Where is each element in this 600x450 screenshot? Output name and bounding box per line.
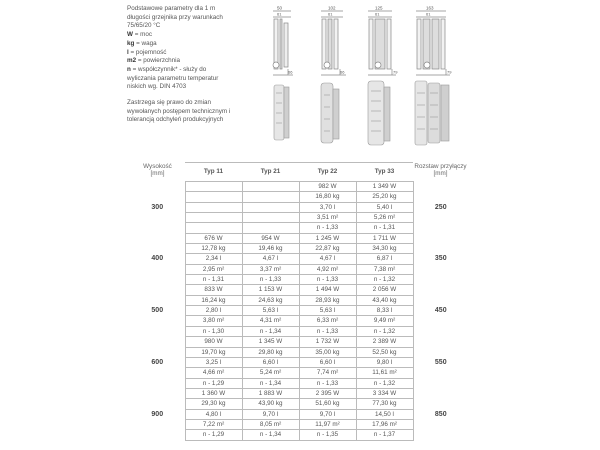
value-cell: n - 1,34 (242, 326, 299, 336)
value-cell: 2 389 W (356, 337, 413, 347)
legend-note-3: tolerancją odchyleń produkcyjnych (127, 116, 224, 124)
legend-intro-1: Podstawowe parametry dla 1 m (127, 5, 216, 12)
height-cell: 300 (151, 203, 164, 211)
value-cell: n - 1,34 (242, 378, 299, 388)
value-cell: n - 1,31 (185, 275, 242, 285)
value-cell (185, 182, 242, 192)
value-cell: 51,60 kg (299, 399, 356, 409)
value-cell: 8,33 l (356, 306, 413, 316)
value-cell (185, 213, 242, 223)
value-cell: 1 711 W (356, 233, 413, 243)
value-cell: 4,31 m² (242, 316, 299, 326)
legend (127, 5, 267, 125)
value-cell: 3,51 m² (299, 213, 356, 223)
legend-note-2: wywołanych postępem technicznym i (127, 107, 231, 115)
legend-def-coefficient: n = współczynnik* - służy do (127, 65, 207, 73)
height-cell: 900 (151, 410, 164, 418)
value-cell: 12,78 kg (185, 244, 242, 254)
value-cell: 29,80 kg (242, 347, 299, 357)
table-header (130, 163, 468, 182)
value-cell: 17,96 m² (356, 419, 413, 429)
value-cell (185, 223, 242, 233)
radiator-type-11-section (274, 85, 289, 140)
value-cell: 22,87 kg (299, 244, 356, 254)
radiator-type-22-section (368, 81, 390, 145)
value-cell: 5,63 l (242, 306, 299, 316)
value-cell: 7,74 m² (299, 368, 356, 378)
value-cell: 43,40 kg (356, 295, 413, 305)
value-cell: 14,50 l (356, 409, 413, 419)
value-cell: 6,60 l (242, 357, 299, 367)
value-cell: 3,25 l (185, 357, 242, 367)
value-cell: n - 1,33 (299, 223, 356, 233)
value-cell: 8,05 m² (242, 419, 299, 429)
table-row (130, 337, 468, 347)
value-cell: 1 360 W (185, 388, 242, 398)
value-cell: 1 732 W (299, 337, 356, 347)
value-cell: 3 334 W (356, 388, 413, 398)
value-cell: 1 245 W (299, 233, 356, 243)
value-cell: 16,80 kg (299, 192, 356, 202)
table-row (130, 182, 468, 192)
dim-top-22: 125 (375, 5, 383, 11)
dim-top-33: 163 (426, 5, 434, 11)
value-cell: 77,30 kg (356, 399, 413, 409)
dim-mid-22: 61 (375, 11, 380, 17)
value-cell: 676 W (185, 233, 242, 243)
value-cell (242, 182, 299, 192)
value-cell (242, 202, 299, 212)
value-cell: 28,93 kg (299, 295, 356, 305)
value-cell: n - 1,33 (299, 326, 356, 336)
legend-def-capacity: l = pojemność (127, 48, 167, 56)
value-cell: 1 883 W (242, 388, 299, 398)
dim-mid-21: 61 (328, 11, 333, 17)
value-cell (242, 223, 299, 233)
value-cell: n - 1,33 (299, 275, 356, 285)
value-cell: n - 1,30 (185, 326, 242, 336)
value-cell: 5,63 l (299, 306, 356, 316)
value-cell: 7,38 m² (356, 264, 413, 274)
dim-top-21: 102 (328, 5, 336, 11)
value-cell (185, 192, 242, 202)
value-cell: n - 1,29 (185, 430, 242, 440)
legend-def-weight: kg = waga (127, 39, 157, 47)
value-cell: 43,90 kg (242, 399, 299, 409)
value-cell (185, 202, 242, 212)
value-cell: 9,70 l (299, 409, 356, 419)
value-cell: n - 1,31 (356, 223, 413, 233)
value-cell: 980 W (185, 337, 242, 347)
table-row (130, 233, 468, 243)
dim-mid-11: 61 (277, 11, 282, 17)
value-cell: n - 1,33 (299, 378, 356, 388)
spacing-cell: 550 (434, 358, 447, 366)
value-cell: 6,33 m² (299, 316, 356, 326)
legend-note-1: Zastrzega się prawo do zmian (127, 99, 211, 107)
dim-top-11: 50 (277, 5, 283, 11)
value-cell: 11,61 m² (356, 368, 413, 378)
value-cell: 16,24 kg (185, 295, 242, 305)
value-cell: n - 1,32 (356, 378, 413, 388)
value-cell: 24,63 kg (242, 295, 299, 305)
value-cell: n - 1,34 (242, 430, 299, 440)
value-cell: 19,46 kg (242, 244, 299, 254)
value-cell: 2 395 W (299, 388, 356, 398)
value-cell: 2,95 m² (185, 264, 242, 274)
value-cell: 29,30 kg (185, 399, 242, 409)
value-cell: 4,80 l (185, 409, 242, 419)
legend-intro-2: długości grzejnika przy warunkach (127, 13, 223, 21)
value-cell: 3,80 m² (185, 316, 242, 326)
value-cell: 6,87 l (356, 254, 413, 264)
table-row (130, 388, 468, 398)
value-cell: n - 1,33 (242, 275, 299, 285)
value-cell: 4,92 m² (299, 264, 356, 274)
value-cell: 25,20 kg (356, 192, 413, 202)
legend-def-power: W = moc (127, 31, 153, 39)
value-cell: 19,70 kg (185, 347, 242, 357)
value-cell: 2,34 l (185, 254, 242, 264)
legend-intro-3: 75/65/20 °C (127, 22, 161, 30)
value-cell: 1 349 W (356, 182, 413, 192)
value-cell: 5,24 m² (242, 368, 299, 378)
value-cell: n - 1,32 (356, 326, 413, 336)
value-cell: 4,67 l (242, 254, 299, 264)
value-cell: 982 W (299, 182, 356, 192)
value-cell: 2 056 W (356, 285, 413, 295)
value-cell: n - 1,35 (299, 430, 356, 440)
header-type-21: Typ 21 (242, 163, 299, 182)
header-type-11: Typ 11 (185, 163, 242, 182)
spacing-cell: 450 (434, 307, 447, 315)
legend-def-tail-2: niskich wg. DIN 4703 (127, 83, 187, 91)
value-cell: 52,50 kg (356, 347, 413, 357)
radiator-type-33-side-view (416, 11, 450, 75)
radiator-type-33-section (415, 81, 449, 145)
value-cell: 4,67 l (299, 254, 356, 264)
header-type-22: Typ 22 (299, 163, 356, 182)
value-cell: 34,30 kg (356, 244, 413, 254)
value-cell: 9,70 l (242, 409, 299, 419)
spacing-cell: 850 (434, 410, 447, 418)
header-height: Wysokość [mm] (143, 162, 172, 177)
value-cell: 35,00 kg (299, 347, 356, 357)
value-cell: 6,60 l (299, 357, 356, 367)
value-cell (242, 192, 299, 202)
spacing-cell: 250 (434, 203, 447, 211)
radiator-parameters-table (130, 162, 468, 441)
dim-bottom-21: 66 (340, 69, 345, 75)
value-cell: n - 1,29 (185, 378, 242, 388)
value-cell: 5,40 l (356, 202, 413, 212)
table-row (130, 285, 468, 295)
dim-mid-33: 61 (426, 11, 431, 17)
radiator-type-21-section (321, 83, 339, 143)
value-cell: 11,97 m² (299, 419, 356, 429)
value-cell: n - 1,37 (356, 430, 413, 440)
value-cell: 954 W (242, 233, 299, 243)
height-cell: 400 (151, 255, 164, 263)
dim-bottom-11: 66 (288, 69, 293, 75)
header-type-33: Typ 33 (356, 163, 413, 182)
value-cell: 2,80 l (185, 306, 242, 316)
legend-def-area: m2 = powierzchnia (127, 57, 181, 65)
value-cell: 3,70 l (299, 202, 356, 212)
value-cell: n - 1,32 (356, 275, 413, 285)
radiator-type-22-side-view (368, 11, 396, 75)
value-cell: 9,80 l (356, 357, 413, 367)
dim-bottom-33: 79 (447, 69, 452, 75)
value-cell: 1 345 W (242, 337, 299, 347)
header-spacing: Rozstaw przyłączy [mm] (414, 162, 467, 177)
radiator-type-11-side-view (273, 11, 293, 75)
value-cell (242, 213, 299, 223)
height-cell: 600 (151, 358, 164, 366)
value-cell: 1 153 W (242, 285, 299, 295)
value-cell: 5,26 m² (356, 213, 413, 223)
value-cell: 3,37 m² (242, 264, 299, 274)
height-cell: 500 (151, 307, 164, 315)
value-cell: 4,66 m² (185, 368, 242, 378)
legend-def-tail-1: wyliczania parametru temperatur (127, 74, 219, 82)
dim-bottom-22: 79 (393, 69, 398, 75)
table-body (130, 182, 468, 441)
value-cell: 7,22 m² (185, 419, 242, 429)
radiator-type-21-side-view (321, 11, 346, 75)
value-cell: 1 494 W (299, 285, 356, 295)
value-cell: 833 W (185, 285, 242, 295)
radiator-drawings (268, 3, 468, 153)
value-cell: 9,49 m² (356, 316, 413, 326)
spacing-cell: 350 (434, 255, 447, 263)
